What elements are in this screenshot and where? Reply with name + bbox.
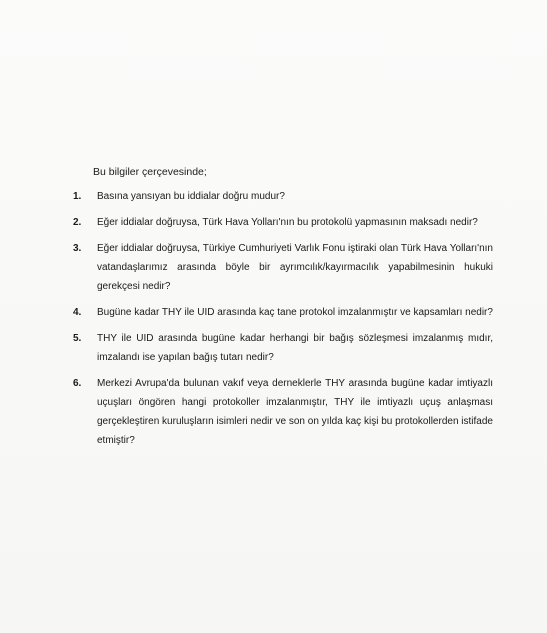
question-item-4 [73, 303, 493, 322]
question-text: Bugüne kadar THY ile UID arasında kaç tane protokol imzalanmıştır ve kapsamları nedir? [97, 307, 493, 318]
question-text: Basına yansıyan bu iddialar doğru mudur? [97, 191, 285, 202]
question-text: Eğer iddialar doğruysa, Türkiye Cumhuriyeti Varlık Fonu iştiraki olan Türk Hava Yolları'nın vatandaşlarımız arasında böyle bir ayrımcılık/kayırmacılık yapabilmesinin hukuki gerekçesi nedir? [97, 243, 493, 292]
question-list [73, 187, 493, 457]
question-number: 2. [73, 217, 82, 228]
question-number: 6. [73, 378, 82, 389]
question-number: 5. [73, 333, 82, 344]
question-item-1 [73, 187, 493, 206]
intro-text: Bu bilgiler çerçevesinde; [93, 166, 207, 178]
question-text: Merkezi Avrupa'da bulunan vakıf veya derneklerle THY arasında bugüne kadar imtiyazlı uçuşları öngören hangi protokoller imzalanmıştır, THY ile imtiyazlı uçuş anlaşması gerçekleştiren kuruluşların isimleri nedir ve son on yılda kaç kişi bu protokollerden istifade etmiştir? [97, 378, 493, 446]
question-item-3 [73, 239, 493, 296]
question-text: THY ile UID arasında bugüne kadar herhangi bir bağış sözleşmesi imzalanmış mıdır, imzalandı ise yapılan bağış tutarı nedir? [97, 333, 493, 363]
question-number: 1. [73, 191, 82, 202]
question-item-6 [73, 374, 493, 450]
question-item-2 [73, 213, 493, 232]
question-text: Eğer iddialar doğruysa, Türk Hava Yolları'nın bu protokolü yapmasının maksadı nedir? [97, 217, 478, 228]
question-item-5 [73, 329, 493, 367]
question-number: 3. [73, 243, 82, 254]
question-number: 4. [73, 307, 82, 318]
